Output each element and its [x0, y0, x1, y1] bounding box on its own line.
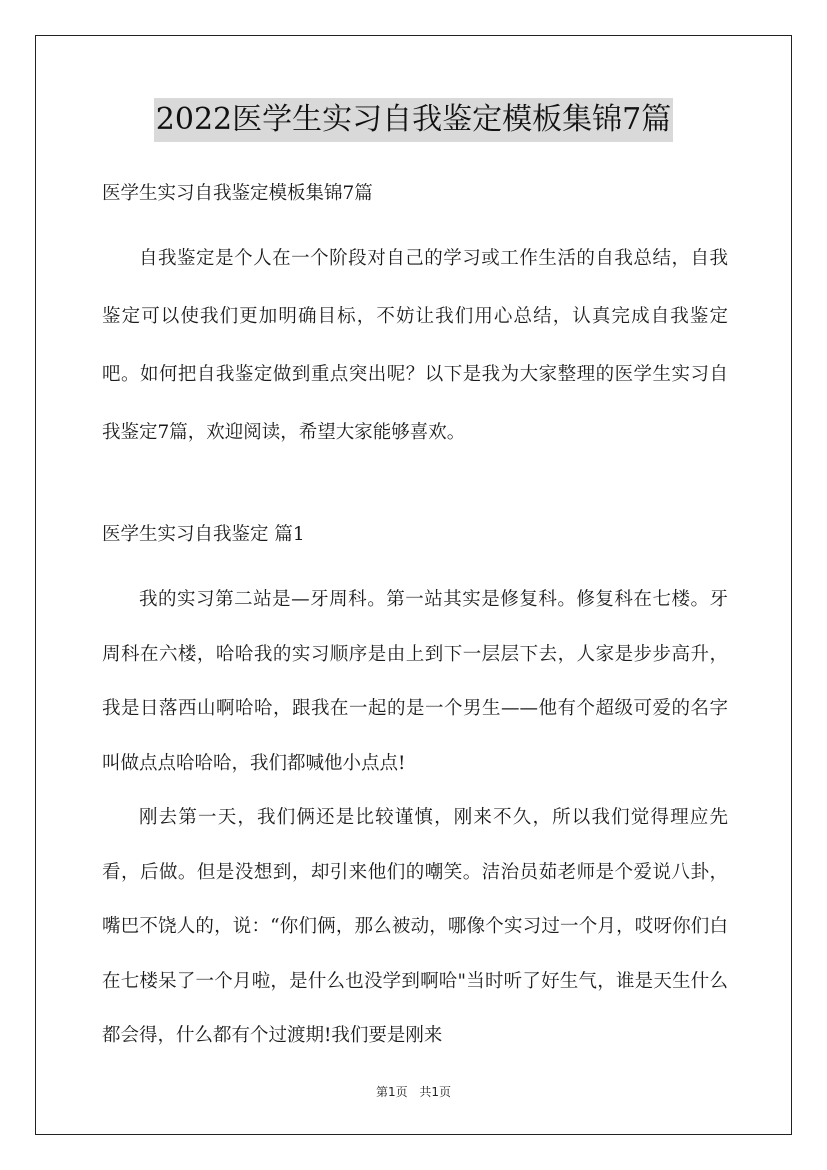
body-paragraph: 我的实习第二站是—牙周科。第一站其实是修复科。修复科在七楼。牙周科在六楼，哈哈我的实习顺序是由上到下一层层下去，人家是步步高升，我是日落西山啊哈哈，跟我在一起的是一个男生——他有个超级可爱的名字叫做点点哈哈哈，我们都喊他小点点! [102, 589, 728, 774]
title-container [0, 98, 827, 142]
document-subtitle: 医学生实习自我鉴定模板集锦7篇 [102, 183, 373, 204]
page-total: 共1页 [419, 1085, 452, 1099]
intro-paragraph: 自我鉴定是个人在一个阶段对自己的学习或工作生活的自我总结，自我鉴定可以使我们更加明确目标，不妨让我们用心总结，认真完成自我鉴定吧。如何把自我鉴定做到重点突出呢？以下是我为大家整理的医学生实习自我鉴定7篇，欢迎阅读，希望大家能够喜欢。 [102, 248, 728, 443]
body-paragraph: 刚去第一天，我们俩还是比较谨慎，刚来不久，所以我们觉得理应先看，后做。但是没想到，却引来他们的嘲笑。洁治员茹老师是个爱说八卦，嘴巴不饶人的，说：“你们俩，那么被动，哪像个实习过一个月，哎呀你们白在七楼呆了一个月啦，是什么也没学到啊哈"当时听了好生气，谁是天生什么都会得，什么都有个过渡期!我们要是刚来 [102, 807, 728, 1046]
document-body [102, 176, 728, 1064]
document-title: 2022医学生实习自我鉴定模板集锦7篇 [154, 98, 673, 142]
section-heading: 医学生实习自我鉴定 篇1 [102, 524, 305, 545]
page-number: 第1页 [375, 1085, 408, 1099]
page-footer [0, 1083, 827, 1100]
